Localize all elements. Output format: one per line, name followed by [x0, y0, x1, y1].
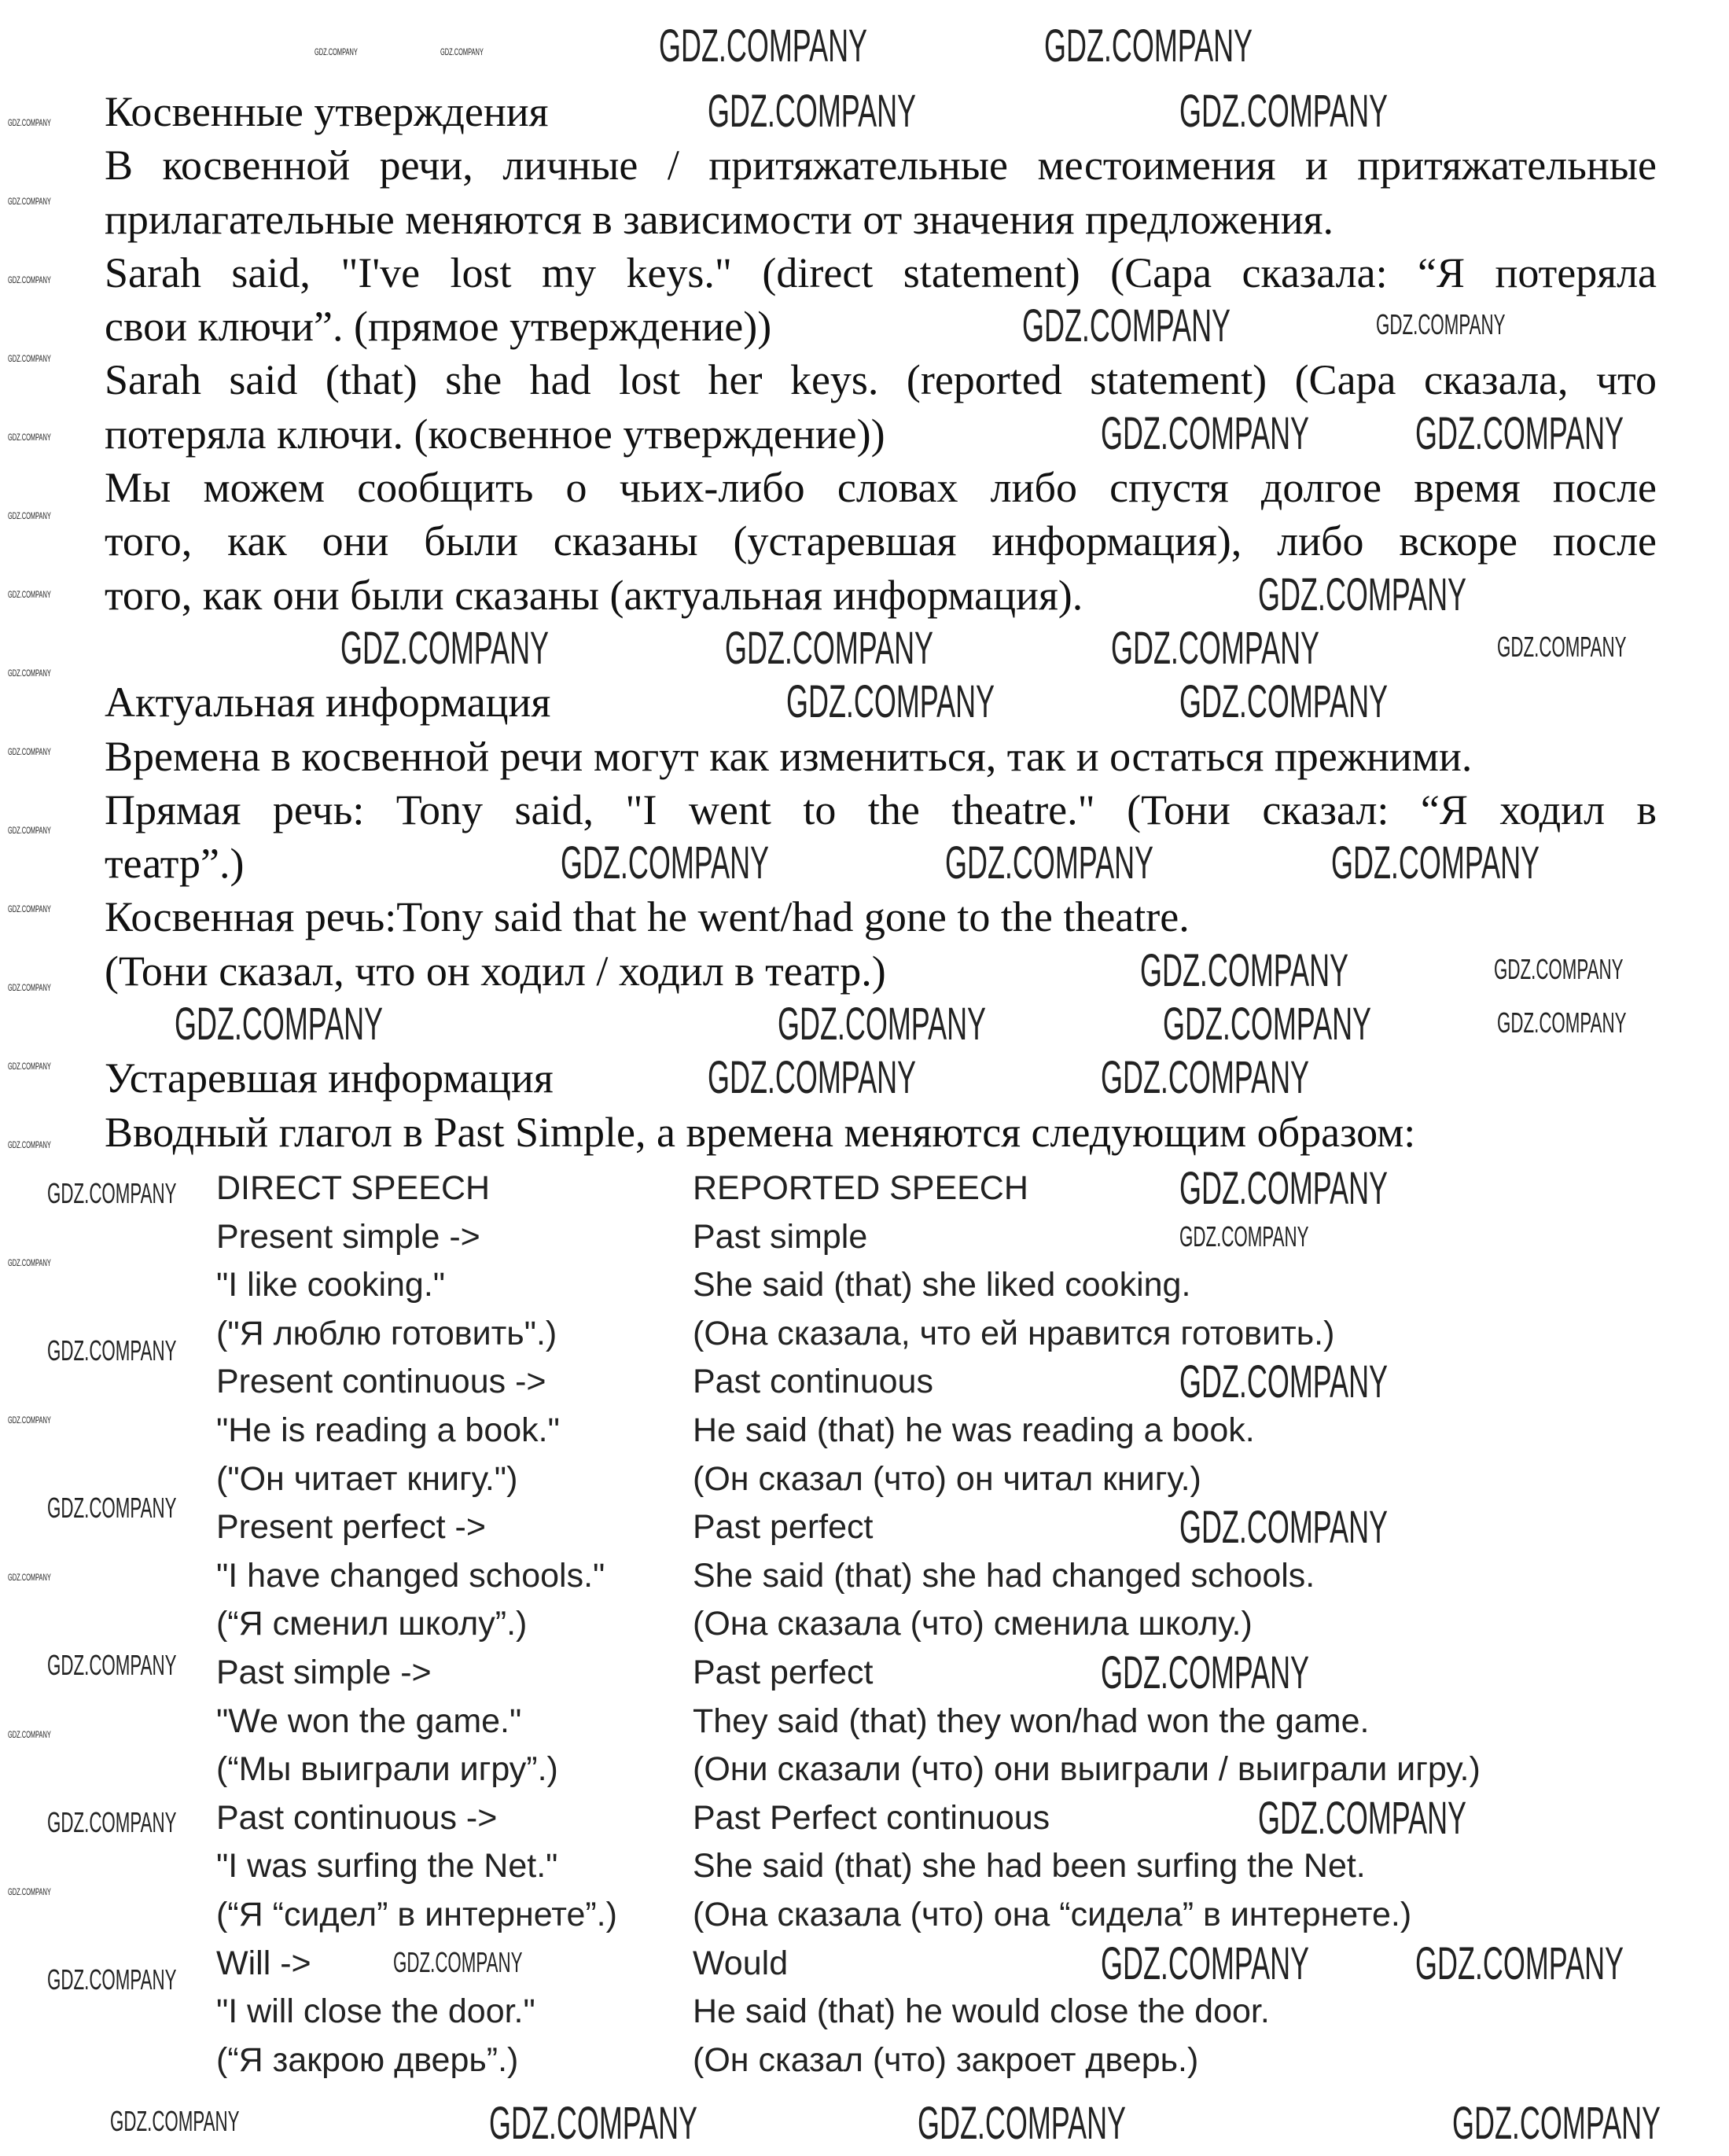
watermark: GDZ.COMPANY: [1140, 945, 1349, 996]
reported-speech-cell: (Она сказала, что ей нравится готовить.): [693, 1314, 1335, 1352]
reported-speech-cell: (Он сказал (что) он читал книгу.): [693, 1459, 1201, 1498]
reported-speech-cell: They said (that) they won/had won the game.: [693, 1702, 1370, 1740]
direct-speech-cell: "We won the game.": [216, 1702, 522, 1740]
watermark: GDZ.COMPANY: [8, 1061, 51, 1072]
paragraph-line: В косвенной речи, личные / притяжательные местоимения и притяжательные: [105, 142, 1657, 189]
paragraph-line: Времена в косвенной речи могут как измениться, так и остаться прежними.: [105, 732, 1473, 780]
reported-speech-cell: Past continuous: [693, 1363, 933, 1401]
watermark: GDZ.COMPANY: [8, 1729, 51, 1740]
table-row: [216, 1310, 1481, 1359]
direct-speech-cell: Present simple ->: [216, 1217, 480, 1256]
watermark: GDZ.COMPANY: [1415, 408, 1624, 459]
watermark: GDZ.COMPANY: [708, 86, 917, 137]
reported-speech-cell: She said (that) she had been surfing the Net.: [693, 1847, 1366, 1886]
table-row: [216, 1600, 1481, 1649]
watermark: GDZ.COMPANY: [1179, 1502, 1389, 1553]
reported-speech-cell: (Они сказали (что) они выиграли / выиграли игру.): [693, 1750, 1481, 1789]
watermark: GDZ.COMPANY: [561, 837, 770, 889]
paragraph-line: Sarah said (that) she had lost her keys. (reported statement) (Сара сказала, что: [105, 356, 1657, 404]
watermark: GDZ.COMPANY: [47, 1177, 177, 1209]
reported-speech-cell: (Она сказала (что) сменила школу.): [693, 1605, 1253, 1643]
watermark: GDZ.COMPANY: [340, 623, 550, 674]
watermark: GDZ.COMPANY: [47, 1806, 177, 1838]
watermark: GDZ.COMPANY: [440, 46, 484, 57]
paragraph-line: Sarah said, "I've lost my keys." (direct statement) (Сара сказала: “Я потеряла: [105, 248, 1657, 296]
direct-speech-cell: Present perfect ->: [216, 1508, 486, 1547]
watermark: GDZ.COMPANY: [918, 2098, 1127, 2149]
watermark: GDZ.COMPANY: [1497, 631, 1627, 663]
paragraph-line: Вводный глагол в Past Simple, а времена меняются следующим образом:: [105, 1108, 1416, 1156]
watermark: GDZ.COMPANY: [1101, 1938, 1310, 1989]
watermark: GDZ.COMPANY: [8, 1415, 51, 1426]
direct-speech-cell: "I like cooking.": [216, 1266, 446, 1304]
watermark: GDZ.COMPANY: [315, 46, 358, 57]
watermark: GDZ.COMPANY: [1415, 1938, 1624, 1989]
reported-speech-cell: He said (that) he would close the door.: [693, 1992, 1270, 2031]
watermark: GDZ.COMPANY: [8, 746, 51, 757]
watermark: GDZ.COMPANY: [786, 676, 995, 727]
watermark: GDZ.COMPANY: [489, 2098, 698, 2149]
reported-speech-cell: Past Perfect continuous: [693, 1798, 1050, 1837]
watermark: GDZ.COMPANY: [47, 1334, 177, 1367]
watermark: GDZ.COMPANY: [1101, 1052, 1310, 1103]
direct-speech-cell: (“Я сменил школу”.): [216, 1605, 528, 1643]
paragraph-line: Косвенная речь:Tony said that he went/had gone to the theatre.: [105, 893, 1190, 941]
watermark: GDZ.COMPANY: [8, 353, 51, 364]
watermark: GDZ.COMPANY: [47, 1963, 177, 1996]
paragraph-line: того, как они были сказаны (актуальная информация).: [105, 571, 1083, 619]
watermark: GDZ.COMPANY: [1101, 1647, 1310, 1698]
paragraph-line: потеряла ключи. (косвенное утверждение)): [105, 410, 885, 458]
watermark: GDZ.COMPANY: [778, 999, 987, 1050]
watermark: GDZ.COMPANY: [659, 20, 868, 72]
table-row: [216, 1552, 1481, 1601]
watermark: GDZ.COMPANY: [8, 1257, 51, 1268]
paragraph-line: (Тони сказал, что он ходил / ходил в театр.): [105, 947, 886, 995]
watermark: GDZ.COMPANY: [1452, 2098, 1661, 2149]
table-row: [216, 1988, 1481, 2036]
watermark: GDZ.COMPANY: [1258, 1793, 1467, 1844]
watermark: GDZ.COMPANY: [8, 117, 51, 128]
watermark: GDZ.COMPANY: [1494, 953, 1624, 985]
direct-speech-cell: "He is reading a book.": [216, 1411, 560, 1449]
watermark: GDZ.COMPANY: [1497, 1006, 1627, 1039]
paragraph-line: театр”.): [105, 840, 245, 888]
reported-speech-cell: He said (that) he was reading a book.: [693, 1411, 1255, 1449]
section-title: Косвенные утверждения: [105, 88, 549, 135]
watermark: GDZ.COMPANY: [8, 982, 51, 993]
reported-speech-cell: Past simple: [693, 1217, 868, 1256]
direct-speech-cell: Will ->: [216, 1944, 311, 1982]
paragraph-line: Мы можем сообщить о чьих-либо словах либо спустя долгое время после: [105, 464, 1657, 512]
watermark: GDZ.COMPANY: [708, 1052, 917, 1103]
reported-speech-cell: She said (that) she had changed schools.: [693, 1556, 1315, 1595]
direct-speech-cell: ("Я люблю готовить".): [216, 1314, 557, 1352]
watermark: GDZ.COMPANY: [1179, 86, 1389, 137]
direct-speech-cell: "I have changed schools.": [216, 1556, 605, 1595]
watermark: GDZ.COMPANY: [1044, 20, 1253, 72]
watermark: GDZ.COMPANY: [1179, 1220, 1309, 1253]
direct-speech-cell: Past continuous ->: [216, 1798, 498, 1837]
watermark: GDZ.COMPANY: [8, 1886, 51, 1897]
watermark: GDZ.COMPANY: [47, 1649, 177, 1681]
table-row: [216, 1261, 1481, 1310]
watermark: GDZ.COMPANY: [1179, 676, 1389, 727]
watermark: GDZ.COMPANY: [8, 510, 51, 521]
watermark: GDZ.COMPANY: [110, 2105, 240, 2137]
table-row: [216, 1698, 1481, 1746]
table-row: [216, 1891, 1481, 1940]
watermark: GDZ.COMPANY: [393, 1946, 523, 1978]
paragraph-line: Прямая речь: Tony said, "I went to the theatre." (Тони сказал: “Я ходил в: [105, 786, 1657, 833]
reported-speech-cell: Past perfect: [693, 1653, 874, 1691]
paragraph-line: того, как они были сказаны (устаревшая информация), либо вскоре после: [105, 517, 1657, 565]
watermark: GDZ.COMPANY: [1101, 408, 1310, 459]
reported-speech-cell: Would: [693, 1944, 789, 1982]
paragraph-line: свои ключи”. (прямое утверждение)): [105, 303, 772, 351]
watermark: GDZ.COMPANY: [1179, 1356, 1389, 1407]
watermark: GDZ.COMPANY: [8, 903, 51, 914]
direct-speech-cell: Present continuous ->: [216, 1363, 546, 1401]
watermark: GDZ.COMPANY: [8, 668, 51, 679]
watermark: GDZ.COMPANY: [1111, 623, 1320, 674]
watermark: GDZ.COMPANY: [725, 623, 934, 674]
paragraph-line: прилагательные меняются в зависимости от значения предложения.: [105, 195, 1334, 243]
reported-speech-cell: (Она сказала (что) она “сидела” в интернете.): [693, 1895, 1412, 1933]
watermark: GDZ.COMPANY: [8, 1572, 51, 1583]
header-direct-speech: DIRECT SPEECH: [216, 1169, 491, 1207]
table-row: [216, 2036, 1481, 2085]
table-row: [216, 1842, 1481, 1891]
table-row: [216, 1407, 1481, 1455]
watermark: GDZ.COMPANY: [8, 432, 51, 443]
watermark: GDZ.COMPANY: [175, 999, 384, 1050]
watermark: GDZ.COMPANY: [1331, 837, 1540, 889]
watermark: GDZ.COMPANY: [945, 837, 1154, 889]
direct-speech-cell: "I will close the door.": [216, 1992, 535, 2031]
watermark: GDZ.COMPANY: [8, 825, 51, 836]
watermark: GDZ.COMPANY: [47, 1492, 177, 1524]
reported-speech-cell: (Он сказал (что) закроет дверь.): [693, 2040, 1199, 2079]
table-row: [216, 1455, 1481, 1504]
direct-speech-cell: (“Я закрою дверь”.): [216, 2040, 519, 2079]
table-row: [216, 1746, 1481, 1794]
direct-speech-cell: (“Мы выиграли игру”.): [216, 1750, 558, 1789]
direct-speech-cell: ("Он читает книгу."): [216, 1459, 518, 1498]
section-title: Актуальная информация: [105, 679, 551, 727]
direct-speech-cell: Past simple ->: [216, 1653, 432, 1691]
watermark: GDZ.COMPANY: [1022, 300, 1231, 351]
watermark: GDZ.COMPANY: [8, 1139, 51, 1150]
watermark: GDZ.COMPANY: [1258, 569, 1467, 620]
watermark: GDZ.COMPANY: [8, 274, 51, 285]
watermark: GDZ.COMPANY: [1163, 999, 1372, 1050]
watermark: GDZ.COMPANY: [8, 196, 51, 207]
watermark: GDZ.COMPANY: [1376, 308, 1506, 340]
reported-speech-cell: She said (that) she liked cooking.: [693, 1266, 1191, 1304]
direct-speech-cell: (“Я “сидел” в интернете”.): [216, 1895, 617, 1933]
watermark: GDZ.COMPANY: [1179, 1163, 1389, 1214]
header-reported-speech: REPORTED SPEECH: [693, 1169, 1028, 1207]
direct-speech-cell: "I was surfing the Net.": [216, 1847, 558, 1886]
section-title: Устаревшая информация: [105, 1054, 554, 1102]
watermark: GDZ.COMPANY: [8, 589, 51, 600]
reported-speech-cell: Past perfect: [693, 1508, 874, 1547]
